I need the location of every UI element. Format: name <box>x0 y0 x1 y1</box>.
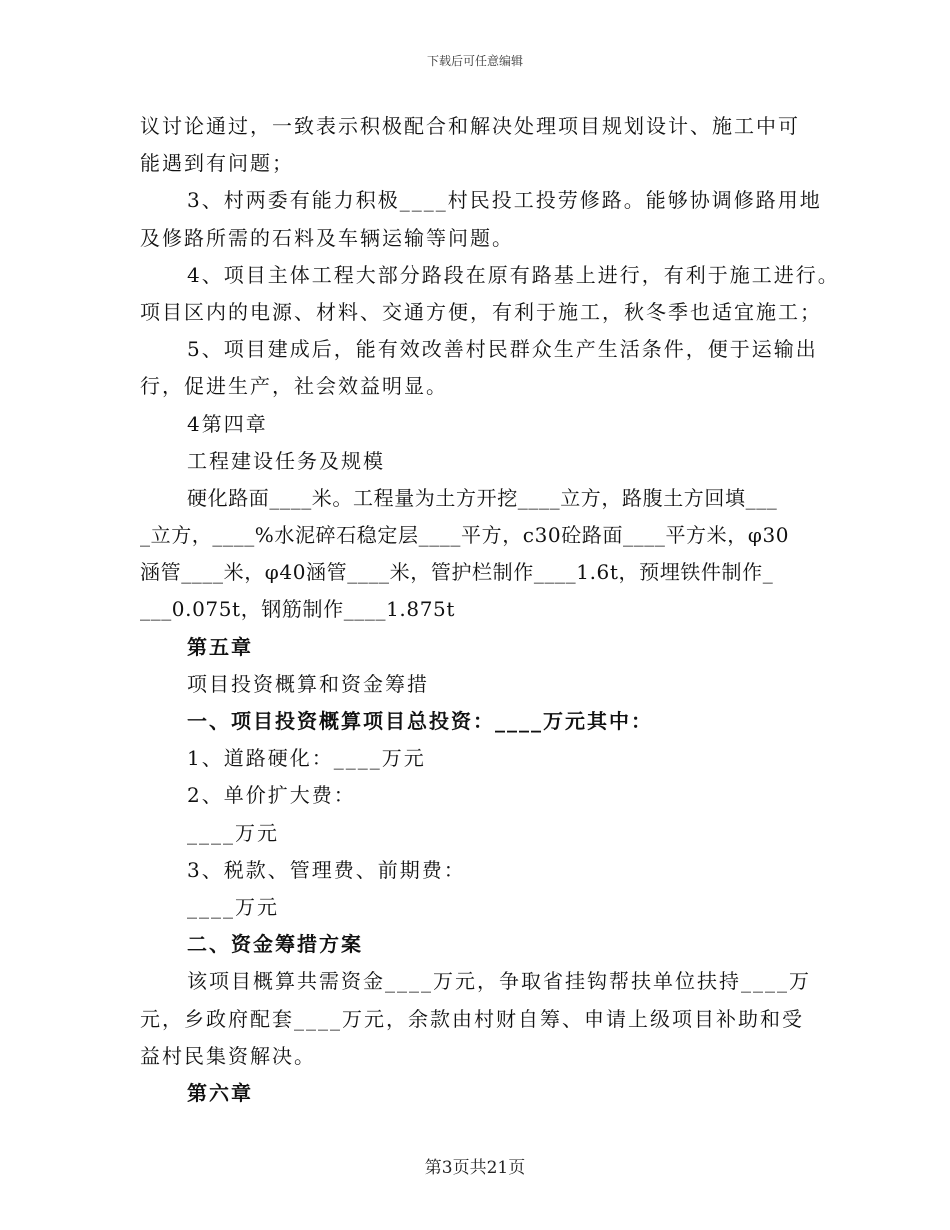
paragraph-line: 项目区内的电源、材料、交通方便，有利于施工，秋冬季也适宜施工； <box>140 299 822 324</box>
page-header: 下载后可任意编辑 <box>426 54 523 68</box>
list-item: 3、税款、管理费、前期费： <box>187 857 466 882</box>
paragraph-line: 行，促进生产，社会效益明显。 <box>140 374 448 399</box>
list-item-3: 3、村两委有能力积极____村民投工投劳修路。能够协调修路用地 <box>187 188 822 213</box>
list-item-5: 5、项目建成后，能有效改善村民群众生产生活条件，便于运输出 <box>187 337 818 362</box>
section-title: 项目投资概算和资金筹措 <box>187 671 429 696</box>
chapter-5-heading: 第五章 <box>187 634 253 659</box>
subsection-heading-investment: 一、项目投资概算项目总投资：____万元其中： <box>187 709 653 733</box>
paragraph-line: 硬化路面____米。工程量为土方开挖____立方，路腹土方回填___ <box>187 485 778 510</box>
chapter-6-heading: 第六章 <box>187 1080 253 1105</box>
list-item: 2、单价扩大费： <box>187 783 356 808</box>
page-footer: 第3页共21页 <box>424 1158 526 1178</box>
list-item-4: 4、项目主体工程大部分路段在原有路基上进行，有利于施工进行。 <box>187 262 840 287</box>
list-item: 1、道路硬化：____万元 <box>187 746 426 771</box>
paragraph-line: _立方，____%水泥碎石稳定层____平方，c30砼路面____平方米，φ30 <box>140 523 790 548</box>
document-body <box>140 108 840 1112</box>
list-item-value: ____万元 <box>187 820 279 845</box>
subsection-heading-funding: 二、资金筹措方案 <box>187 932 363 957</box>
paragraph-line: ___0.075t，钢筋制作____1.875t <box>140 597 455 622</box>
paragraph-line: 该项目概算共需资金____万元，争取省挂钩帮扶单位扶持____万 <box>187 969 811 994</box>
paragraph-line: 涵管____米，φ40涵管____米，管护栏制作____1.6t，预埋铁件制作_ <box>140 560 774 585</box>
paragraph-line: 元，乡政府配套____万元，余款由村财自筹、申请上级项目补助和受 <box>140 1006 804 1031</box>
paragraph-line: 能遇到有问题； <box>140 151 294 176</box>
paragraph-line: 及修路所需的石料及车辆运输等问题。 <box>140 225 514 250</box>
list-item-value: ____万元 <box>187 894 279 919</box>
chapter-4-heading: 4第四章 <box>187 411 268 436</box>
paragraph-line: 议讨论通过，一致表示积极配合和解决处理项目规划设计、施工中可 <box>140 114 800 138</box>
section-title: 工程建设任务及规模 <box>187 448 385 473</box>
paragraph-line: 益村民集资解决。 <box>140 1043 316 1068</box>
